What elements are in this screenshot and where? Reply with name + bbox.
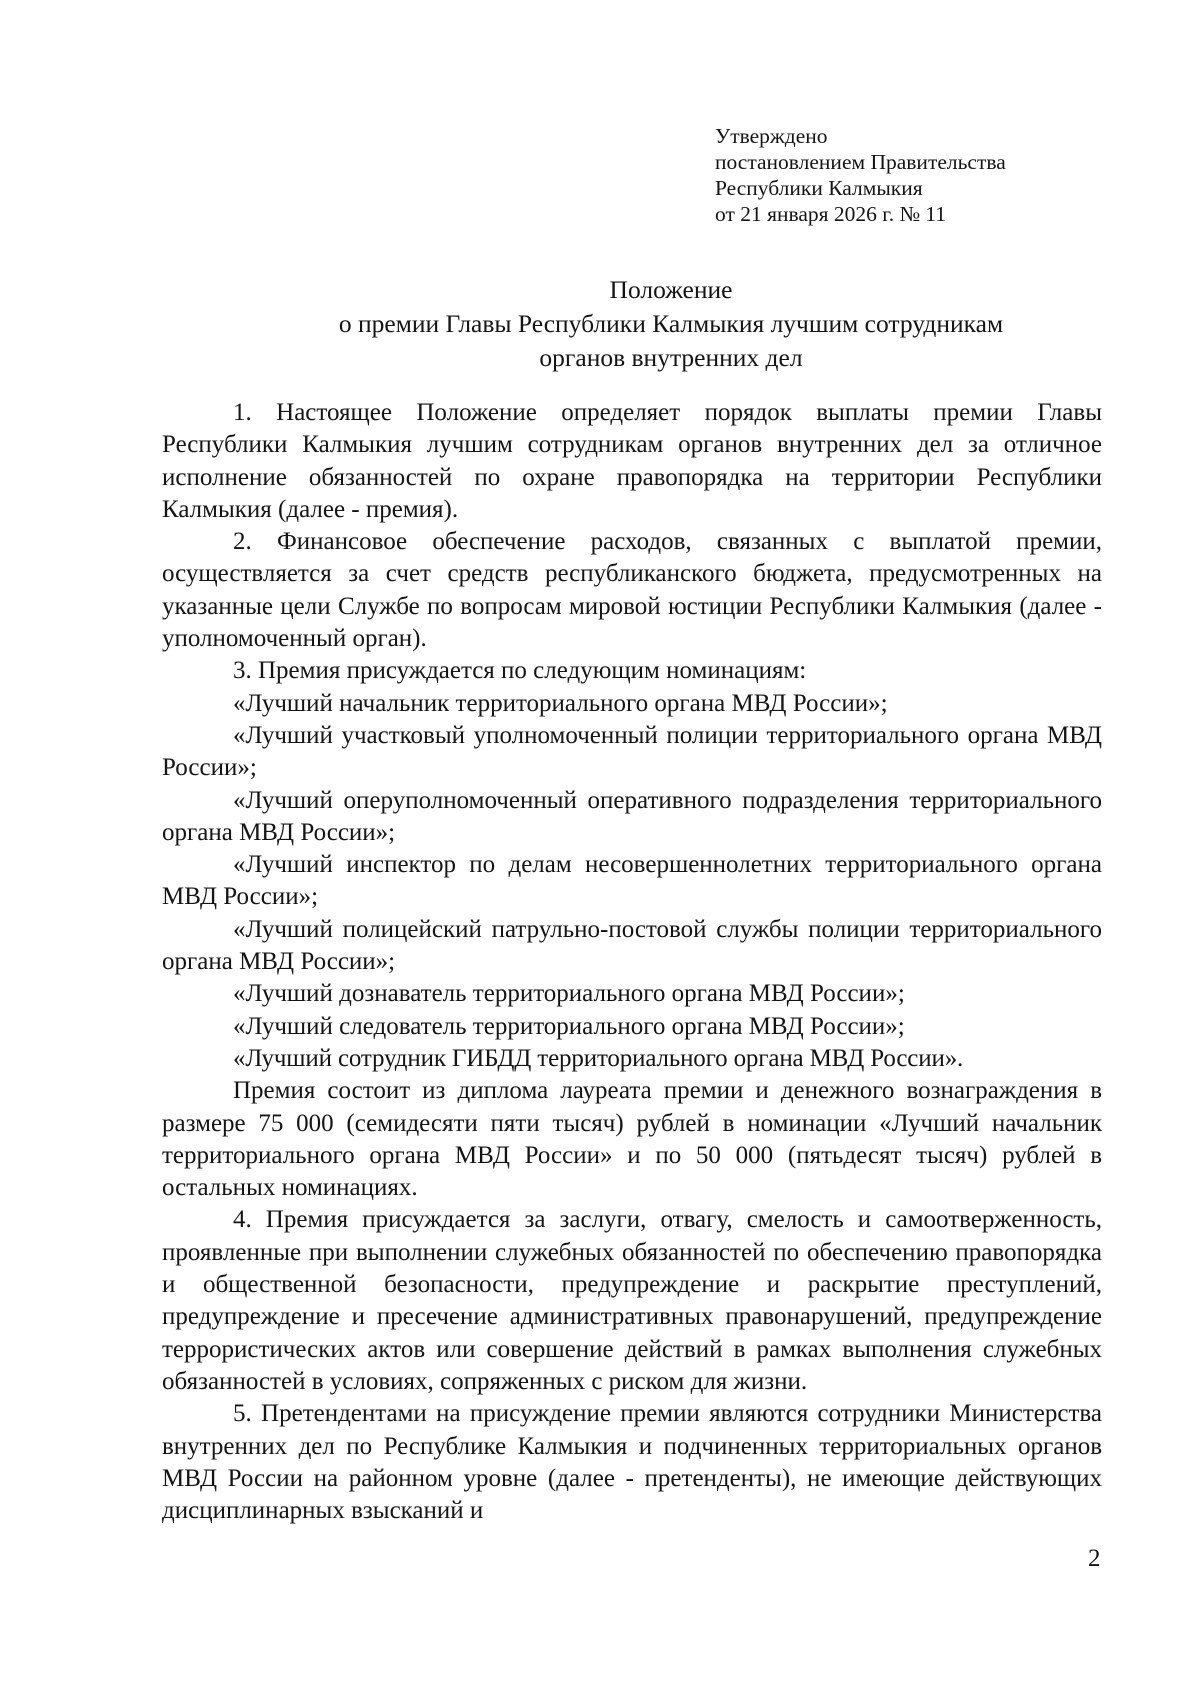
paragraph-3: 3. Премия присуждается по следующим номинациям:: [233, 657, 807, 685]
document-title: [160, 273, 1182, 375]
approval-block: [715, 123, 1006, 227]
approval-date-line: от 21 января 2026 г. № 11: [715, 202, 947, 226]
paragraph-4: 4. Премия присуждается за заслуги, отвагу, смелость и самоотверженность, проявленные при выполнении служебных обязанностей по обеспечению правопорядка и общественной безопасности, предупреждение и раскрытие преступлений, предупреждение и пресечение административных правонарушений, предупреждение террористических актов или совершение действий в рамках выполнения служебных обязанностей в условиях, сопряженных с риском для жизни.: [162, 1206, 1102, 1395]
nomination-item: «Лучший дознаватель территориального органа МВД России»;: [233, 980, 905, 1008]
nomination-item: «Лучший инспектор по делам несовершеннолетних территориального органа МВД России»;: [162, 851, 1102, 911]
nomination-item: «Лучший следователь территориального органа МВД России»;: [233, 1012, 905, 1040]
paragraph-5: 5. Претендентами на присуждение премии являются сотрудники Министерства внутренних дел по Республике Калмыкия и подчиненных территориальных органов МВД России на районном уровне (далее - претенденты), не имеющие действующих дисциплинарных взысканий и: [162, 1400, 1102, 1525]
nomination-item: «Лучший полицейский патрульно-постовой службы полиции территориального органа МВД России»;: [162, 915, 1102, 976]
nomination-item: «Лучший сотрудник ГИБДД территориального органа МВД России».: [233, 1044, 964, 1072]
approval-line: Республики Калмыкия: [715, 176, 923, 200]
prize-composition-paragraph: Премия состоит из диплома лауреата премии и денежного вознаграждения в размере 75 000 (семидесяти пяти тысяч) рублей в номинации «Лучший начальник территориального органа МВД России» и по 50 000 (пятьдесят тысяч) рублей в остальных номинациях.: [162, 1077, 1102, 1202]
paragraph-2: 2. Финансовое обеспечение расходов, связанных с выплатой премии, осуществляется за счет средств республиканского бюджета, предусмотренных на указанные цели Службе по вопросам мировой юстиции Республики Калмыкия (далее - уполномоченный орган).: [162, 528, 1102, 653]
approval-line: постановлением Правительства: [715, 150, 1006, 174]
paragraph-1: 1. Настоящее Положение определяет порядок выплаты премии Главы Республики Калмыкия лучшим сотрудникам органов внутренних дел за отличное исполнение обязанностей по охране правопорядка на территории Республики Калмыкия (далее - премия).: [162, 399, 1102, 523]
title-line: органов внутренних дел: [539, 343, 803, 372]
nomination-item: «Лучший начальник территориального органа МВД России»;: [233, 689, 888, 717]
nomination-item: «Лучший участковый уполномоченный полиции территориального органа МВД России»;: [162, 721, 1102, 782]
nomination-item: «Лучший оперуполномоченный оперативного подразделения территориального органа МВД России»;: [162, 786, 1102, 846]
title-line: Положение: [609, 275, 733, 304]
document-body: [162, 397, 1102, 1527]
page-number: 2: [1088, 1545, 1101, 1572]
title-line: о премии Главы Республики Калмыкия лучшим сотрудникам: [338, 309, 1004, 338]
approval-line: Утверждено: [715, 124, 828, 148]
